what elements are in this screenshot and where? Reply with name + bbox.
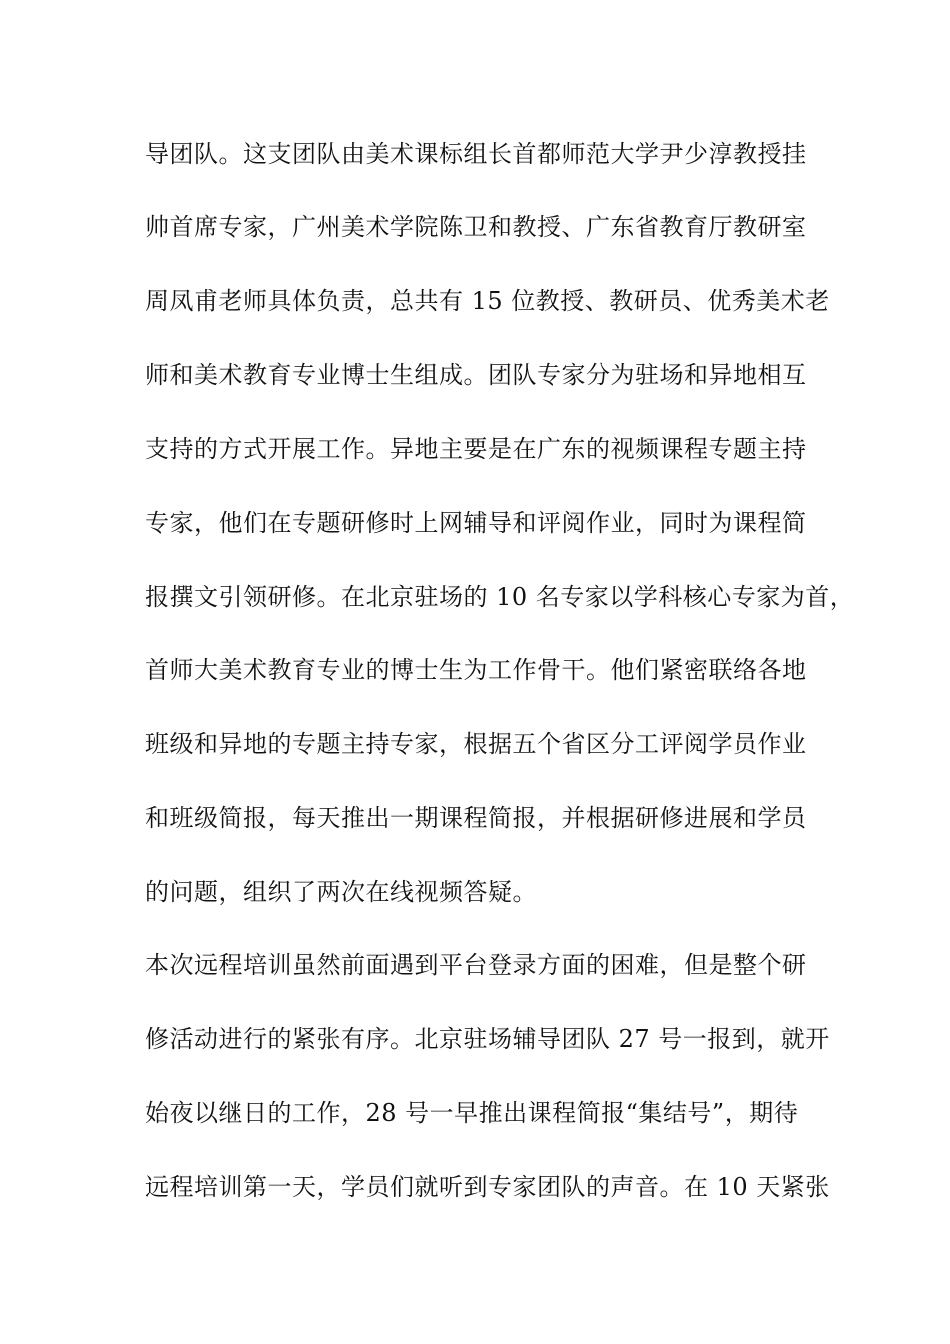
paragraph-line: 始夜以继日的工作，28 号一早推出课程简报“集结号”，期待 [145,1099,799,1127]
paragraph-line: 本次远程培训虽然前面遇到平台登录方面的困难，但是整个研 [145,951,807,979]
paragraph-line: 专家，他们在专题研修时上网辅导和评阅作业，同时为课程简 [145,509,807,537]
paragraph-line: 和班级简报，每天推出一期课程简报，并根据研修进展和学员 [145,804,807,832]
paragraph-line: 师和美术教育专业博士生组成。团队专家分为驻场和异地相互 [145,361,807,389]
paragraph-line: 导团队。这支团队由美术课标组长首都师范大学尹少淳教授挂 [145,140,807,168]
paragraph-line: 帅首席专家，广州美术学院陈卫和教授、广东省教育厅教研室 [145,213,807,241]
paragraph-line: 支持的方式开展工作。异地主要是在广东的视频课程专题主持 [145,435,807,463]
paragraph-line: 的问题，组织了两次在线视频答疑。 [145,878,537,906]
paragraph-line: 远程培训第一天，学员们就听到专家团队的声音。在 10 天紧张 [145,1173,830,1201]
paragraph-line: 周凤甫老师具体负责，总共有 15 位教授、教研员、优秀美术老 [145,287,830,315]
paragraph-line: 修活动进行的紧张有序。北京驻场辅导团队 27 号一报到，就开 [145,1025,830,1053]
paragraph-line: 班级和异地的专题主持专家，根据五个省区分工评阅学员作业 [145,730,807,758]
paragraph-line: 报撰文引领研修。在北京驻场的 10 名专家以学科核心专家为首， [145,583,855,611]
paragraph-line: 首师大美术教育专业的博士生为工作骨干。他们紧密联络各地 [145,656,807,684]
